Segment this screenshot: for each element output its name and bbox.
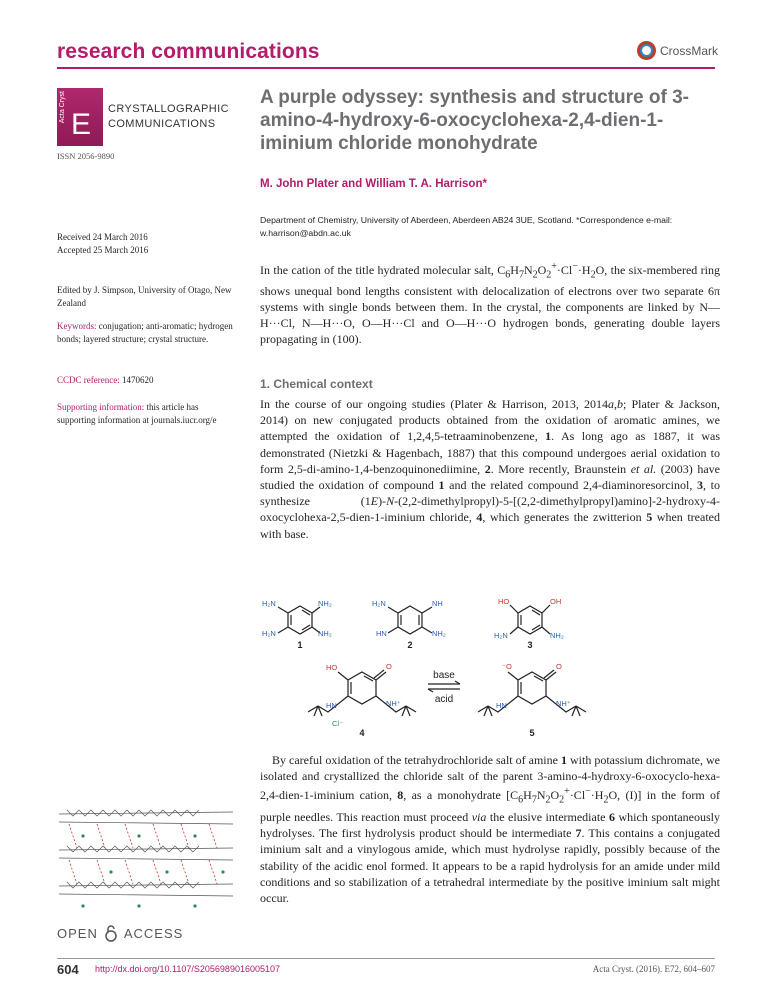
journal-logo (57, 88, 103, 146)
supporting-label: Supporting information: (57, 402, 145, 412)
section-heading: 1. Chemical context (260, 377, 373, 391)
crossmark-icon (637, 41, 656, 60)
ccdc-value: 1470620 (121, 375, 154, 385)
svg-text:NH⁺: NH⁺ (556, 699, 571, 708)
journal-name-line2: COMMUNICATIONS (108, 118, 216, 130)
journal-citation: Acta Cryst. (2016). E72, 604–607 (592, 964, 715, 974)
journal-name (108, 102, 229, 132)
svg-text:O: O (386, 662, 392, 671)
svg-text:NH₂: NH₂ (432, 629, 446, 638)
acid-label: acid (434, 694, 454, 705)
header-divider (57, 67, 715, 69)
keywords-label: Keywords: (57, 321, 97, 331)
accepted-date: Accepted 25 March 2016 (57, 245, 149, 255)
section-title: research communications (57, 40, 320, 63)
svg-text:O: O (556, 662, 562, 671)
svg-text:H₂N: H₂N (262, 629, 276, 638)
access-label: ACCESS (123, 925, 184, 941)
issn: ISSN 2056-9890 (57, 151, 115, 161)
compound-3-structure (510, 605, 550, 634)
svg-text:HN: HN (376, 629, 387, 638)
journal-name-line1: CRYSTALLOGRAPHIC (108, 103, 229, 115)
keywords-text: conjugation; anti-aromatic; hydrogen bonds; layered structure; crystal structure. (57, 321, 233, 344)
compound-label-5: 5 (529, 728, 535, 738)
compound-label-1: 1 (297, 640, 303, 650)
svg-text:HN: HN (326, 701, 337, 710)
svg-text:H₂N: H₂N (494, 631, 508, 640)
svg-text:NH: NH (432, 599, 443, 608)
body-paragraph-1: In the course of our ongoing studies (Plater & Harrison, 2013, 2014a,b; Plater & Jackson, 2014) on new conjugated products obtained from the oxidation of aromatic amines, we attempted the oxidation of 1,2,4,5-tetraaminobenzene, 1. As long ago as 1887, it was demonstrated (Nietzki & Hagenbach, 1887) that this compound undergoes aerial oxidation to form 2,5-di-amino-1,4-benzoquinonediimine, 2. More recently, Braunstein et al. (2003) have studied the oxidation of compound 1 and the related compound 2,4-diaminoresorcinol, 3, to synthesize (1E)-N-(2,2-dimethylpropyl)-5-[(2,2-dimethylpropyl)amino]-2-hydroxy-4-oxocyclohexa-2,5-dien-1-iminium chloride, 4, which generates the zwitterion 5 when treated with base. (260, 397, 720, 541)
svg-text:Cl⁻: Cl⁻ (332, 719, 344, 728)
crossmark-badge[interactable] (637, 41, 718, 60)
atom-labels (262, 597, 571, 728)
doi-link[interactable]: http://dx.doi.org/10.1107/S2056989016005107 (95, 964, 280, 974)
svg-text:OH: OH (550, 597, 562, 606)
svg-text:H₂N: H₂N (262, 599, 276, 608)
article-title: A purple odyssey: synthesis and structure of 3-amino-4-hydroxy-6-oxocyclohexa-2,4-dien-1-iminium chloride monohydrate (260, 87, 690, 154)
compound-2-structure (388, 606, 432, 634)
compound-label-2: 2 (407, 640, 413, 650)
article-authors: M. John Plater and William T. A. Harrison* (260, 178, 487, 190)
svg-text:NH₂: NH₂ (550, 631, 564, 640)
svg-text:HO: HO (498, 597, 510, 606)
page-number: 604 (57, 962, 79, 977)
received-date: Received 24 March 2016 (57, 232, 148, 242)
open-access-badge (57, 924, 183, 942)
abstract: In the cation of the title hydrated molecular salt, $C_6H_7N_2O_2^+\cdot Cl^-\cdot H_2O$, the six-membered ring shows unequal bond lengths consistent with delocalization of electrons over two separate 6π systems with single bonds between them. In the crystal, the components are linked by N—H···Cl, N—H···O, O—H···Cl and O—H···O hydrogen bonds, generating double layers propagating in (100). (260, 261, 720, 347)
body-paragraph-2: By careful oxidation of the tetrahydrochloride salt of amine 1 with potassium dichromate, we isolated and crystallized the chloride salt of the parent 3-amino-4-hydroxy-6-oxocyclo-hexa-2,4-dien-1-iminium cation, 8, as a monohydrate [$C_6H_7N_2O_2^+\cdot Cl^-\cdot H_2O$, (I)] in the form of purple needles. This reaction must proceed via the elusive intermediate 6 which spontaneously hydrolyses. The first hydrolysis product should be intermediate 7. This contains a conjugated iminium salt and a vinylogous amide, which must hydrolyse rapidly, possibly because of the stability of the acidic enol formed. It appears to be a rapid hydrolysis for an amide under mild conditions and so stabilization of a tetrahedral intermediate by the positive iminium salt might occur. (260, 753, 720, 906)
reaction-scheme (252, 590, 728, 740)
svg-text:HN: HN (496, 701, 507, 710)
open-lock-icon (104, 924, 118, 942)
svg-text:NH⁺: NH⁺ (386, 699, 401, 708)
author-affiliation: Department of Chemistry, University of Aberdeen, Aberdeen AB24 3UE, Scotland. *Correspondence e-mail: w.harrison@abdn.ac.uk (260, 215, 673, 238)
svg-text:⁻O: ⁻O (502, 662, 512, 671)
journal-logo-letter: E (71, 108, 92, 141)
svg-text:H₂N: H₂N (372, 599, 386, 608)
supporting-text[interactable]: this article has supporting information at journals.iucr.org/e (57, 402, 217, 425)
svg-text:NH₂: NH₂ (318, 629, 332, 638)
ccdc-reference (57, 374, 237, 387)
svg-text:HO: HO (326, 663, 338, 672)
base-label: base (433, 670, 455, 681)
crossmark-label: CrossMark (660, 43, 719, 58)
editor-note: Edited by J. Simpson, University of Otago, New Zealand (57, 285, 232, 308)
compound-5-structure (478, 670, 586, 716)
supporting-info (57, 401, 237, 427)
keywords (57, 320, 237, 346)
compound-label-3: 3 (527, 640, 533, 650)
compound-4-structure (308, 670, 416, 716)
journal-logo-side-text: Acta Cryst (59, 91, 66, 124)
svg-text:NH₂: NH₂ (318, 599, 332, 608)
equilibrium-arrows (428, 681, 460, 692)
open-label: OPEN (57, 925, 98, 941)
compound-1-structure (278, 606, 320, 634)
compound-label-4: 4 (359, 728, 365, 738)
footer-divider (57, 958, 715, 959)
crystal-packing-image (57, 802, 235, 920)
ccdc-label: CCDC reference: (57, 375, 120, 385)
